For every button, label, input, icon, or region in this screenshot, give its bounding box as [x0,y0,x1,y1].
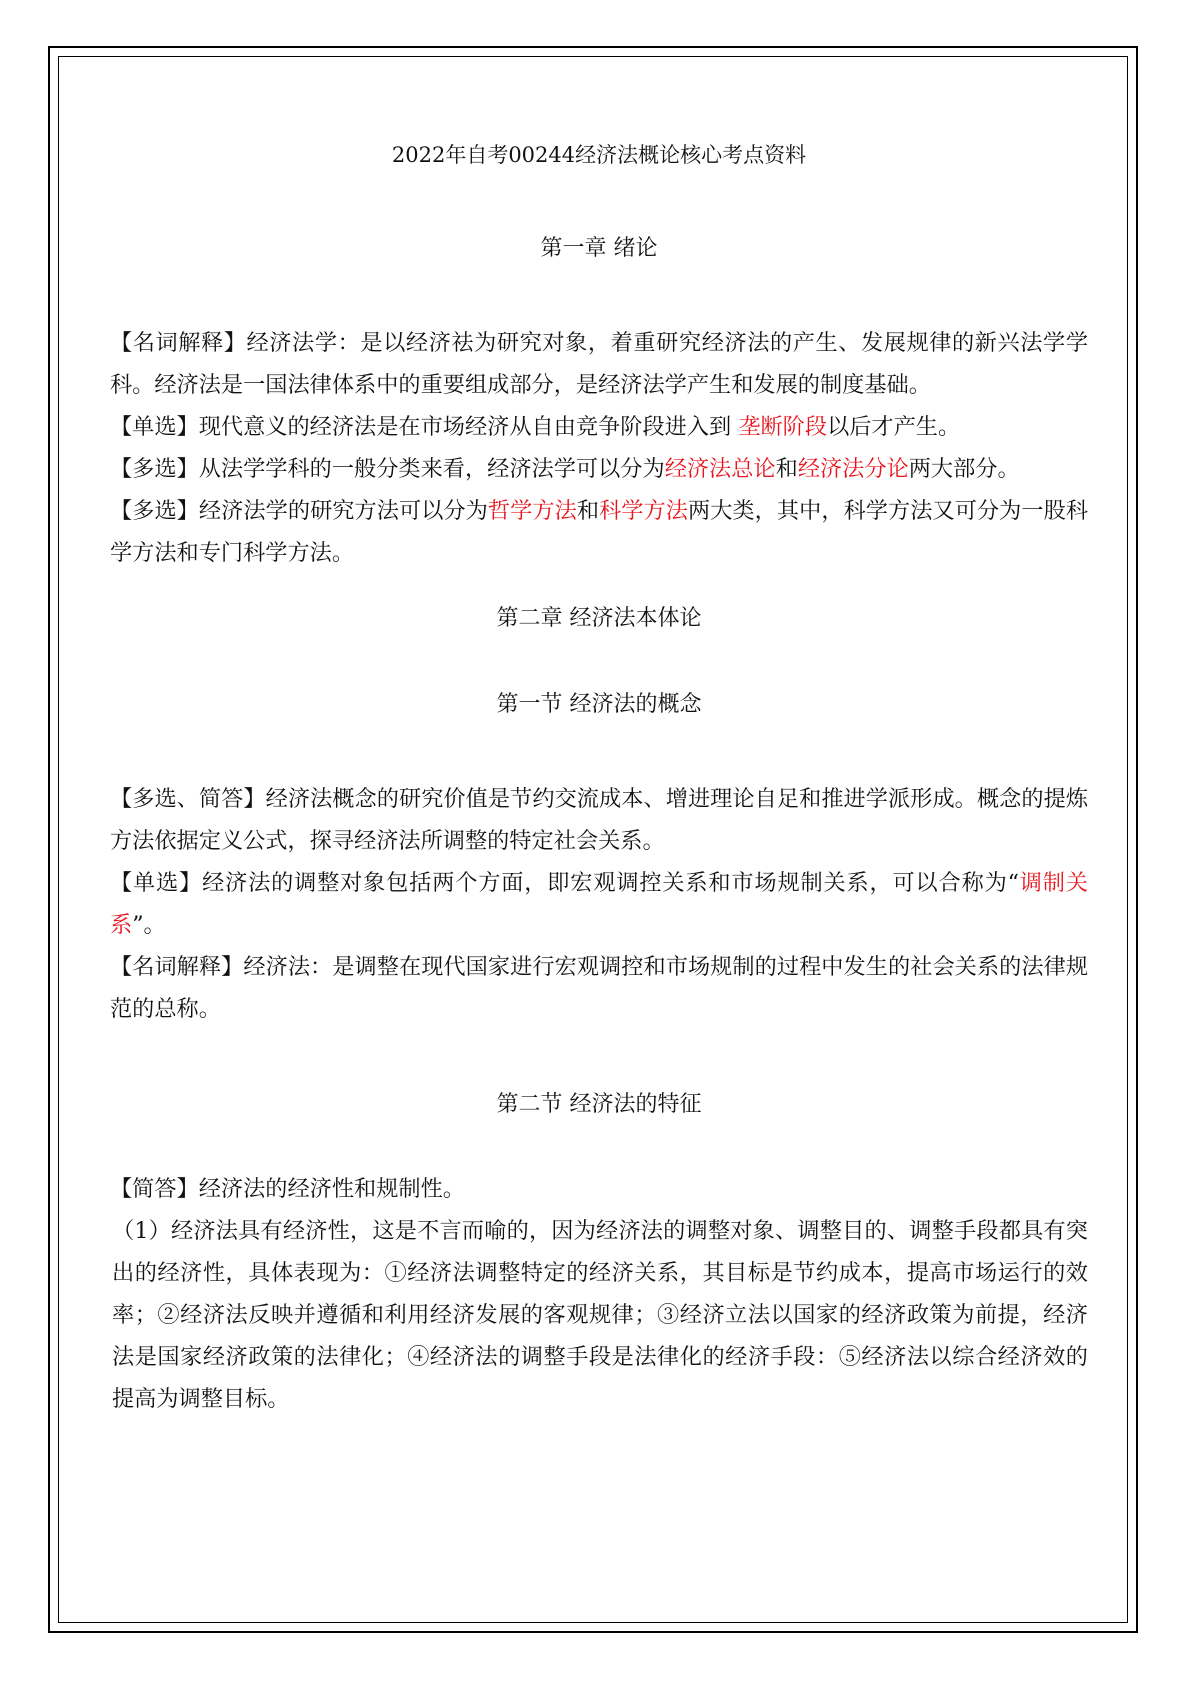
para-text: 以后才产生。 [827,414,961,440]
question-type-tag: 【多选】 [110,456,199,482]
section-2-para-1 [110,1168,1088,1210]
section-1-para-1 [110,778,1088,862]
para-text: 两大类，其中，科学方法又可分为一股科学方法和专门科学方法。 [110,498,1089,566]
question-type-tag: 【单选】 [110,870,203,896]
chapter-1-para-3 [110,448,1088,490]
para-text: 和 [576,498,600,524]
section-1-para-2 [110,862,1088,946]
question-type-tag: 【简答】 [110,1176,199,1202]
document-body [110,140,1088,1420]
para-text: ”。 [132,912,166,938]
para-text: 现代意义的经济法是在市场经济从自由竞争阶段进入到 [198,414,739,440]
section-1-para-3 [110,946,1088,1030]
key-term-highlight: 科学方法 [599,498,688,524]
question-type-tag: 【单选】 [110,414,199,440]
key-term-highlight: 调制关系 [110,870,1088,938]
key-term-highlight: 哲学方法 [487,498,577,524]
para-text: 经济法学的研究方法可以分为 [198,498,488,524]
para-text: 经济法概念的研究价值是节约交流成本、增进理论自足和推进学派形成。概念的提炼方法依据定义公式，探寻经济法所调整的特定社会关系。 [110,786,1089,854]
question-type-tag: 【多选、简答】 [110,786,266,812]
para-text: 经济法的经济性和规制性。 [198,1176,465,1202]
chapter-1-para-4 [110,490,1088,574]
chapter-1-para-1 [110,322,1088,406]
para-text: 经济法的调整对象包括两个方面，即宏观调控关系和市场规制关系，可以合称为“ [202,870,1019,896]
section-2-para-2: （1）经济法具有经济性，这是不言而喻的，因为经济法的调整对象、调整目的、调整手段都具有突出的经济性，具体表现为：①经济法调整特定的经济关系，其目标是节约成本，提高市场运行的效率；②经济法反映并遵循和利用经济发展的客观规律；③经济立法以国家的经济政策为前提，经济法是国家经济政策的法律化；④经济法的调整手段是法律化的经济手段：⑤经济法以综合经济效的提高为调整目标。 [112,1218,1088,1412]
chapter-2-heading: 第二章 经济法本体论 [496,606,702,631]
para-text: 经济法：是调整在现代国家进行宏观调控和市场规制的过程中发生的社会关系的法律规范的总称。 [110,954,1089,1022]
document-title: 2022年自考00244经济法概论核心考点资料 [391,143,807,167]
question-type-tag: 【名词解释】 [110,954,244,980]
para-text: 经济法学：是以经济祛为研究对象，着重研究经济法的产生、发展规律的新兴法学学科。经济法是一国法律体系中的重要组成部分，是经济法学产生和发展的制度基础。 [110,330,1089,398]
chapter-1-heading: 第一章 绪论 [540,236,658,261]
para-text: 两大部分。 [908,456,1020,482]
section-1-heading: 第一节 经济法的概念 [496,692,702,717]
question-type-tag: 【多选】 [110,498,199,524]
question-type-tag: 【名词解释】 [110,330,247,356]
para-text: 和 [775,456,798,482]
para-text: 从法学学科的一般分类来看，经济法学可以分为 [198,456,665,482]
key-term-highlight: 垄断阶段 [738,414,828,440]
section-2-heading: 第二节 经济法的特征 [496,1092,702,1117]
chapter-1-para-2 [110,406,1088,448]
key-term-highlight: 经济法分论 [797,456,909,482]
key-term-highlight: 经济法总论 [664,456,776,482]
